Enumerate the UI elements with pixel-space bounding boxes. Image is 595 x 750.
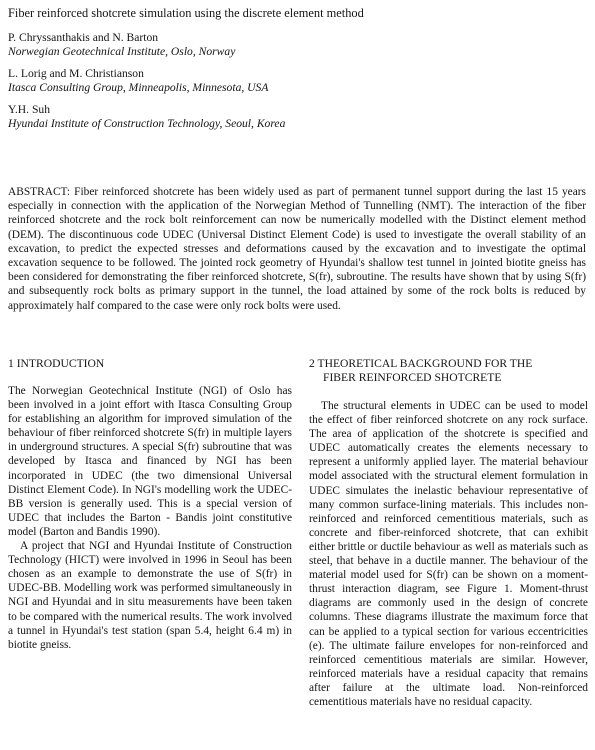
author-names: Y.H. Suh xyxy=(8,103,50,116)
section-heading-line-2: FIBER REINFORCED SHOTCRETE xyxy=(323,371,502,384)
author-block-1 xyxy=(8,31,586,59)
column-right xyxy=(309,357,588,709)
author-affiliation: Itasca Consulting Group, Minneapolis, Minnesota, USA xyxy=(8,81,269,94)
author-block-3 xyxy=(8,103,586,131)
author-affiliation: Norwegian Geotechnical Institute, Oslo, Norway xyxy=(8,45,236,58)
column-left xyxy=(8,357,292,652)
section-heading-line-1: 2 THEORETICAL BACKGROUND FOR THE xyxy=(309,357,533,370)
author-block-2 xyxy=(8,67,586,95)
paragraph: A project that NGI and Hyundai Institute of Construction Technology (HICT) were involved in 1996 in Seoul has been chosen as an example to demonstrate the use of S(fr) in UDEC-BB. Modelling work was performed simultaneously in NGI and Hyundai and in situ measurements have been taken to be compared with the numerical results. The work involved a tunnel in Hyundai's test station (span 5.4, height 6.4 m) in biotite gneiss. xyxy=(8,540,292,651)
paragraph: The Norwegian Geotechnical Institute (NGI) of Oslo has been involved in a joint effort with Itasca Consulting Group for establishing an algorithm for improved simulation of the behaviour of fiber reinforced shotcrete S(fr) in multiple layers in underground structures. A special S(fr) subroutine that was developed by Itasca and financed by NGI has been incorporated in UDEC (the two dimensional Universal Distinct Element Code). In NGI's modelling work the UDEC-BB version is generally used. This is a special version of UDEC that includes the Barton - Bandis joint constitutive model (Barton and Bandis 1990). xyxy=(8,385,292,538)
author-names: L. Lorig and M. Christianson xyxy=(8,67,144,80)
paragraph: The structural elements in UDEC can be used to model the effect of fiber reinforced shotcrete on any rock surface. The area of application of the shotcrete is specified and UDEC automatically creates the elements necessary to represent a uniformly applied layer. The material behaviour model associated with the structural element formulation in UDEC simulates the inelastic behaviour representative of many common surface-lining materials. This includes non-reinforced and reinforced cementitious materials, such as concrete and fiber-reinforced shotcrete, that can exhibit either brittle or ductile behaviour as well as materials such as steel, that behave in a ductile manner. The behaviour of the material model used for S(fr) can be shown on a moment-thrust interaction diagram, see Figure 1. Moment-thrust diagrams are commonly used in the design of concrete columns. These diagrams illustrate the maximum force that can be applied to a typical section for various eccentricities (e). The ultimate failure envelopes for non-reinforced and reinforced cementitious materials are similar. However, reinforced materials have a residual capacity that remains after failure at the ultimate load. Non-reinforced cementitious materials have no residual capacity. xyxy=(309,400,588,708)
author-names: P. Chryssanthakis and N. Barton xyxy=(8,31,159,44)
paper-header xyxy=(8,6,586,139)
section-heading-introduction: 1 INTRODUCTION xyxy=(8,357,105,370)
paper-title: Fiber reinforced shotcrete simulation using the discrete element method xyxy=(8,6,364,20)
abstract: ABSTRACT: Fiber reinforced shotcrete has been widely used as part of permanent tunnel support during the last 15 years especially in connection with the application of the Norwegian Method of Tunnelling (NMT). The interaction of the fiber reinforced shotcrete and the rock bolt reinforcement can now be numerically modelled with the Distinct element method (DEM). The discontinuous code UDEC (Universal Distinct Element Code) is used to investigate the overall stability of an excavation, to predict the expected stresses and deformations caused by the excavation and to investigate the optimal excavation sequence to be followed. The jointed rock geometry of Hyundai's shallow test tunnel in jointed biotite gneiss has been considered for demonstrating the fiber reinforced shotcrete, S(fr), subroutine. The results have shown that by using S(fr) and subsequently rock bolts as primary support in the tunnel, the load attained by some of the rock bolts is reduced by approximately half compared to the case were only rock bolts were used. xyxy=(8,186,586,312)
section-heading-theoretical-background xyxy=(309,357,588,385)
author-affiliation: Hyundai Institute of Construction Technology, Seoul, Korea xyxy=(8,117,286,130)
